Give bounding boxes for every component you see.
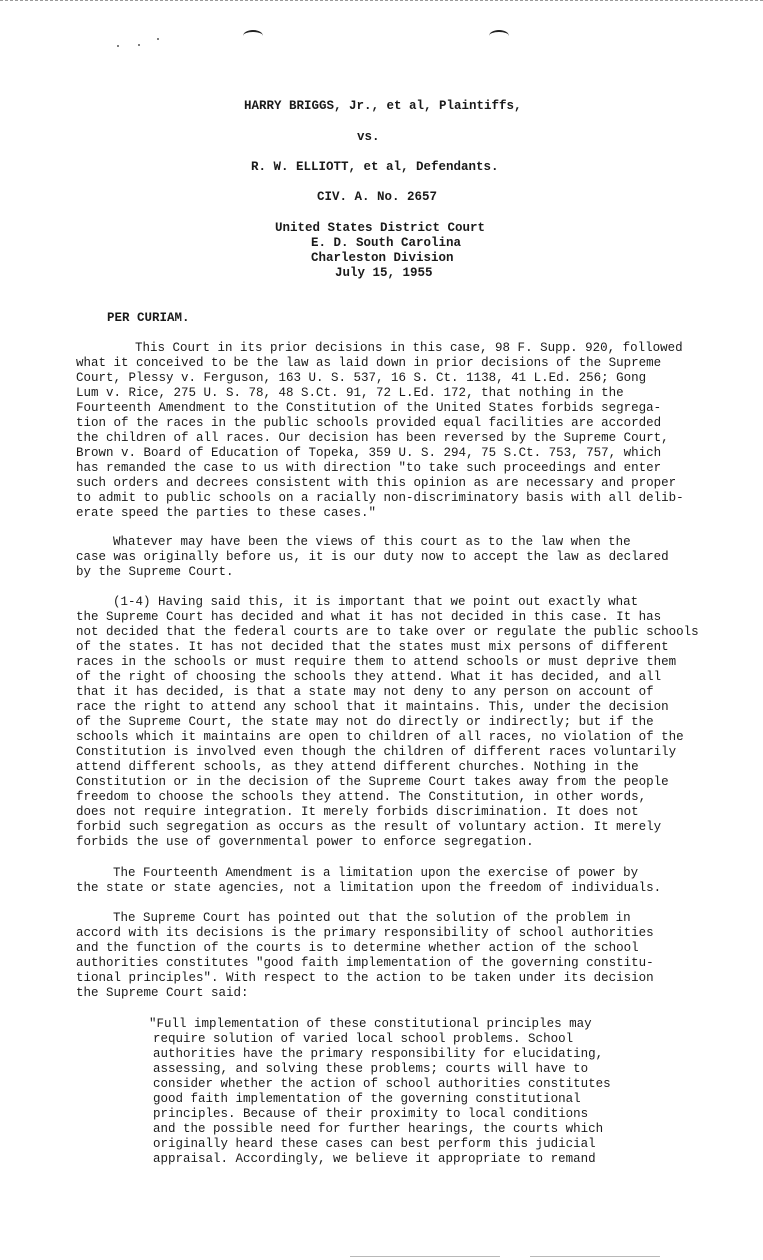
- paragraph-line: of the right of choosing the schools they attend. What it has decided, and all: [76, 670, 662, 684]
- scan-mark-right: [489, 30, 509, 42]
- paragraph-line: forbid such segregation as occurs as the result of voluntary action. It merely: [76, 820, 662, 834]
- caption-versus: vs.: [357, 130, 380, 144]
- court-date: July 15, 1955: [335, 266, 433, 280]
- paragraph-line: and the function of the courts is to determine whether action of the school: [76, 941, 639, 955]
- paragraph-line: The Supreme Court has pointed out that the solution of the problem in: [113, 911, 631, 925]
- paragraph-line: such orders and decrees consistent with this opinion as are necessary and proper: [76, 476, 677, 490]
- paragraph-line: by the Supreme Court.: [76, 565, 234, 579]
- quote-line: principles. Because of their proximity to local conditions: [153, 1107, 589, 1121]
- caption-plaintiffs: HARRY BRIGGS, Jr., et al, Plaintiffs,: [244, 99, 522, 113]
- paragraph-line: The Fourteenth Amendment is a limitation upon the exercise of power by: [113, 866, 639, 880]
- paragraph-line: Constitution or in the decision of the Supreme Court takes away from the people: [76, 775, 669, 789]
- page-top-border: [0, 0, 763, 3]
- paragraph-line: Whatever may have been the views of this court as to the law when the: [113, 535, 631, 549]
- scan-speck: [117, 45, 119, 47]
- paragraph-line: of the Supreme Court, the state may not do directly or indirectly; but if the: [76, 715, 654, 729]
- scan-speck: [157, 38, 159, 40]
- paragraph-line: tional principles". With respect to the action to be taken under its decision: [76, 971, 654, 985]
- paragraph-line: erate speed the parties to these cases.": [76, 506, 377, 520]
- paragraph-line: (1-4) Having said this, it is important that we point out exactly what: [113, 595, 639, 609]
- per-curiam-heading: PER CURIAM.: [107, 311, 190, 325]
- paragraph-line: tion of the races in the public schools provided equal facilities are accorded: [76, 416, 662, 430]
- paragraph-line: race the right to attend any school that it maintains. This, under the decision: [76, 700, 669, 714]
- paragraph-line: forbids the use of governmental power to enforce segregation.: [76, 835, 534, 849]
- paragraph-line: This Court in its prior decisions in this case, 98 F. Supp. 920, followed: [135, 341, 683, 355]
- paragraph-line: the children of all races. Our decision has been reversed by the Supreme Court,: [76, 431, 669, 445]
- paragraph-line: races in the schools or must require them to attend schools or must deprive them: [76, 655, 677, 669]
- paragraph-line: Court, Plessy v. Ferguson, 163 U. S. 537, 16 S. Ct. 1138, 41 L.Ed. 256; Gong: [76, 371, 647, 385]
- bottom-rule: [350, 1256, 500, 1257]
- court-division: Charleston Division: [311, 251, 454, 265]
- paragraph-line: Lum v. Rice, 275 U. S. 78, 48 S.Ct. 91, 72 L.Ed. 172, that nothing in the: [76, 386, 624, 400]
- quote-line: assessing, and solving these problems; courts will have to: [153, 1062, 589, 1076]
- paragraph-line: the Supreme Court said:: [76, 986, 249, 1000]
- paragraph-line: does not require integration. It merely forbids discrimination. It does not: [76, 805, 639, 819]
- paragraph-line: of the states. It has not decided that the states must mix persons of different: [76, 640, 669, 654]
- quote-line: require solution of varied local school problems. School: [153, 1032, 574, 1046]
- scan-mark-left: [243, 30, 263, 42]
- paragraph-line: the state or state agencies, not a limitation upon the freedom of individuals.: [76, 881, 662, 895]
- paragraph-line: to admit to public schools on a racially non-discriminatory basis with all delib-: [76, 491, 684, 505]
- court-name: United States District Court: [275, 221, 486, 235]
- scan-speck: [138, 44, 140, 46]
- quote-line: originally heard these cases can best perform this judicial: [153, 1137, 596, 1151]
- quote-line: good faith implementation of the governing constitutional: [153, 1092, 581, 1106]
- quote-line: and the possible need for further hearings, the courts which: [153, 1122, 604, 1136]
- quote-line: "Full implementation of these constitutional principles may: [149, 1017, 592, 1031]
- quote-line: authorities have the primary responsibility for elucidating,: [153, 1047, 604, 1061]
- caption-defendants: R. W. ELLIOTT, et al, Defendants.: [251, 160, 499, 174]
- bottom-rule: [530, 1256, 660, 1257]
- paragraph-line: freedom to choose the schools they attend. The Constitution, in other words,: [76, 790, 647, 804]
- paragraph-line: schools which it maintains are open to children of all races, no violation of the: [76, 730, 684, 744]
- paragraph-line: Brown v. Board of Education of Topeka, 359 U. S. 294, 75 S.Ct. 753, 757, which: [76, 446, 662, 460]
- paragraph-line: Constitution is involved even though the children of different races voluntarily: [76, 745, 677, 759]
- quote-line: appraisal. Accordingly, we believe it appropriate to remand: [153, 1152, 596, 1166]
- quote-line: consider whether the action of school authorities constitutes: [153, 1077, 611, 1091]
- paragraph-line: the Supreme Court has decided and what it has not decided in this case. It has: [76, 610, 662, 624]
- court-district: E. D. South Carolina: [311, 236, 462, 250]
- paragraph-line: has remanded the case to us with direction "to take such proceedings and enter: [76, 461, 662, 475]
- paragraph-line: that it has decided, is that a state may not deny to any person on account of: [76, 685, 654, 699]
- paragraph-line: authorities constitutes "good faith implementation of the governing constitu-: [76, 956, 654, 970]
- caption-case-number: CIV. A. No. 2657: [317, 190, 438, 204]
- paragraph-line: case was originally before us, it is our duty now to accept the law as declared: [76, 550, 669, 564]
- paragraph-line: not decided that the federal courts are to take over or regulate the public schools: [76, 625, 699, 639]
- paragraph-line: what it conceived to be the law as laid down in prior decisions of the Supreme: [76, 356, 662, 370]
- paragraph-line: attend different schools, as they attend different churches. Nothing in the: [76, 760, 639, 774]
- paragraph-line: Fourteenth Amendment to the Constitution of the United States forbids segrega-: [76, 401, 662, 415]
- paragraph-line: accord with its decisions is the primary responsibility of school authorities: [76, 926, 654, 940]
